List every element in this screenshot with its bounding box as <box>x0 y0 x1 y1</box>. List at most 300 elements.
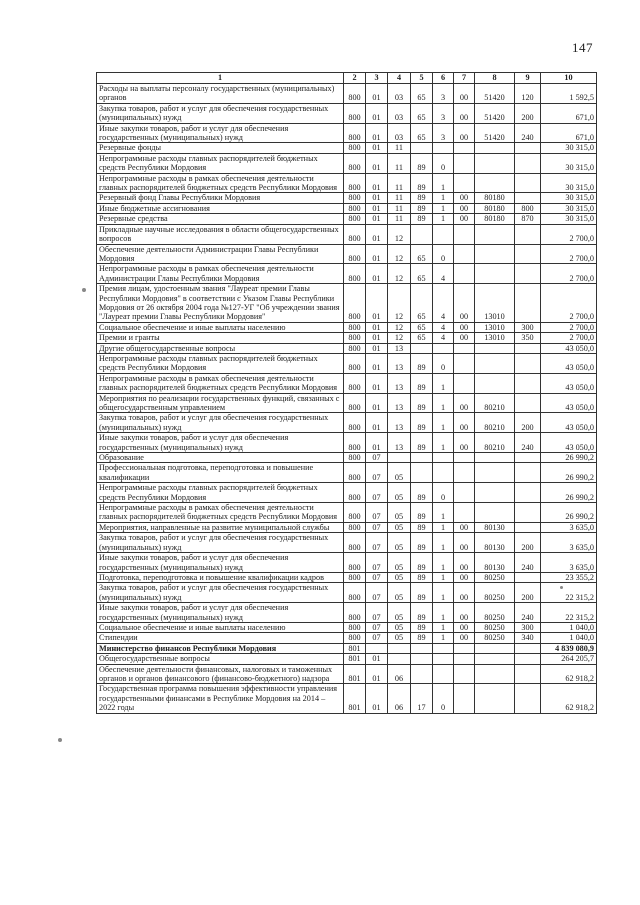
row-code-cell <box>475 463 515 483</box>
row-code-cell: 01 <box>366 322 388 332</box>
row-code-cell: 800 <box>344 603 366 623</box>
row-code-cell: 800 <box>344 343 366 353</box>
row-code-cell: 65 <box>411 284 433 323</box>
table-row <box>97 622 597 632</box>
table-row <box>97 123 597 143</box>
row-amount-cell: 264 205,7 <box>541 654 597 664</box>
row-code-cell: 01 <box>366 664 388 684</box>
row-code-cell: 00 <box>454 622 475 632</box>
row-code-cell: 00 <box>454 583 475 603</box>
table-row <box>97 343 597 353</box>
row-code-cell: 80210 <box>475 413 515 433</box>
row-code-cell: 00 <box>454 633 475 643</box>
row-code-cell: 03 <box>388 123 411 143</box>
row-amount-cell: 30 315,0 <box>541 203 597 213</box>
row-amount-cell: 2 700,0 <box>541 224 597 244</box>
row-code-cell: 01 <box>366 244 388 264</box>
budget-sheet <box>96 72 596 714</box>
row-name-cell: Подготовка, переподготовка и повышение квалификации кадров <box>97 572 344 582</box>
row-code-cell <box>454 453 475 463</box>
row-code-cell: 01 <box>366 433 388 453</box>
row-code-cell: 800 <box>344 333 366 343</box>
row-code-cell: 1 <box>433 203 454 213</box>
row-code-cell: 00 <box>454 433 475 453</box>
row-code-cell: 01 <box>366 654 388 664</box>
row-code-cell: 05 <box>388 553 411 573</box>
row-code-cell: 01 <box>366 203 388 213</box>
row-code-cell: 800 <box>344 153 366 173</box>
row-code-cell <box>475 373 515 393</box>
row-code-cell: 800 <box>344 224 366 244</box>
row-code-cell: 05 <box>388 522 411 532</box>
row-code-cell: 89 <box>411 153 433 173</box>
table-row <box>97 103 597 123</box>
row-code-cell: 11 <box>388 203 411 213</box>
row-code-cell: 01 <box>366 224 388 244</box>
row-code-cell: 01 <box>366 684 388 713</box>
row-amount-cell: 30 315,0 <box>541 153 597 173</box>
row-code-cell: 06 <box>388 664 411 684</box>
column-header: 9 <box>515 73 541 84</box>
row-code-cell <box>515 643 541 653</box>
row-amount-cell: 1 040,0 <box>541 633 597 643</box>
row-code-cell <box>475 684 515 713</box>
row-name-cell: Обеспечение деятельности Администрации Главы Республики Мордовия <box>97 244 344 264</box>
row-code-cell: 05 <box>388 633 411 643</box>
row-code-cell <box>515 244 541 264</box>
table-row <box>97 664 597 684</box>
row-code-cell <box>411 343 433 353</box>
row-code-cell: 800 <box>344 463 366 483</box>
row-code-cell <box>433 643 454 653</box>
row-code-cell <box>515 654 541 664</box>
table-row <box>97 224 597 244</box>
row-code-cell: 11 <box>388 173 411 193</box>
row-amount-cell: 3 635,0 <box>541 553 597 573</box>
table-row <box>97 533 597 553</box>
row-name-cell: Непрограммные расходы в рамках обеспечения деятельности главных распорядителей бюджетных средств Республики Мордовия <box>97 373 344 393</box>
row-code-cell: 80250 <box>475 583 515 603</box>
row-code-cell: 07 <box>366 622 388 632</box>
row-code-cell: 05 <box>388 622 411 632</box>
row-code-cell: 65 <box>411 103 433 123</box>
row-code-cell <box>454 343 475 353</box>
row-code-cell: 240 <box>515 603 541 623</box>
row-amount-cell: 30 315,0 <box>541 173 597 193</box>
row-code-cell: 200 <box>515 533 541 553</box>
row-code-cell: 00 <box>454 522 475 532</box>
row-code-cell: 51420 <box>475 123 515 143</box>
row-code-cell: 01 <box>366 264 388 284</box>
row-code-cell: 0 <box>433 483 454 503</box>
row-code-cell: 01 <box>366 173 388 193</box>
row-code-cell: 07 <box>366 633 388 643</box>
row-code-cell: 05 <box>388 572 411 582</box>
row-code-cell <box>515 463 541 483</box>
page-number: 147 <box>572 40 593 55</box>
row-code-cell: 1 <box>433 173 454 193</box>
row-code-cell <box>475 453 515 463</box>
row-code-cell: 1 <box>433 622 454 632</box>
row-amount-cell: 3 635,0 <box>541 522 597 532</box>
row-code-cell: 800 <box>344 244 366 264</box>
row-code-cell: 13 <box>388 393 411 413</box>
row-code-cell: 00 <box>454 284 475 323</box>
row-code-cell: 13 <box>388 343 411 353</box>
row-code-cell: 01 <box>366 373 388 393</box>
row-name-cell: Закупка товаров, работ и услуг для обеспечения государственных (муниципальных) нужд <box>97 583 344 603</box>
row-code-cell <box>475 353 515 373</box>
row-code-cell: 800 <box>344 123 366 143</box>
row-code-cell: 00 <box>454 193 475 203</box>
row-code-cell: 89 <box>411 483 433 503</box>
row-code-cell: 51420 <box>475 103 515 123</box>
row-code-cell: 800 <box>344 522 366 532</box>
row-code-cell: 89 <box>411 353 433 373</box>
row-code-cell: 1 <box>433 633 454 643</box>
column-header: 3 <box>366 73 388 84</box>
row-code-cell <box>515 153 541 173</box>
row-amount-cell: 43 050,0 <box>541 353 597 373</box>
row-code-cell: 801 <box>344 654 366 664</box>
row-code-cell: 01 <box>366 143 388 153</box>
row-code-cell <box>454 143 475 153</box>
column-header: 2 <box>344 73 366 84</box>
row-code-cell: 801 <box>344 664 366 684</box>
row-code-cell <box>515 343 541 353</box>
row-name-cell: Иные бюджетные ассигнования <box>97 203 344 213</box>
row-code-cell: 12 <box>388 322 411 332</box>
row-name-cell: Закупка товаров, работ и услуг для обеспечения государственных (муниципальных) нужд <box>97 413 344 433</box>
row-code-cell <box>475 503 515 523</box>
row-code-cell: 800 <box>344 353 366 373</box>
row-code-cell: 05 <box>388 483 411 503</box>
row-code-cell: 89 <box>411 203 433 213</box>
row-code-cell: 800 <box>515 203 541 213</box>
row-code-cell: 800 <box>344 173 366 193</box>
table-row <box>97 284 597 323</box>
row-code-cell: 11 <box>388 143 411 153</box>
row-code-cell: 80250 <box>475 622 515 632</box>
row-code-cell <box>515 224 541 244</box>
row-amount-cell: 22 315,2 <box>541 583 597 603</box>
row-code-cell <box>475 654 515 664</box>
table-row <box>97 433 597 453</box>
row-code-cell: 80250 <box>475 572 515 582</box>
row-code-cell <box>433 654 454 664</box>
row-code-cell: 800 <box>344 264 366 284</box>
row-code-cell: 17 <box>411 684 433 713</box>
row-amount-cell: 2 700,0 <box>541 333 597 343</box>
row-code-cell: 89 <box>411 413 433 433</box>
row-name-cell: Непрограммные расходы в рамках обеспечения деятельности Администрации Главы Республики Мордовия <box>97 264 344 284</box>
row-code-cell: 00 <box>454 572 475 582</box>
row-code-cell: 89 <box>411 603 433 623</box>
row-code-cell: 80180 <box>475 214 515 224</box>
row-code-cell <box>475 643 515 653</box>
row-code-cell: 1 <box>433 214 454 224</box>
budget-table <box>96 72 597 714</box>
row-code-cell <box>454 643 475 653</box>
row-code-cell: 13 <box>388 373 411 393</box>
row-code-cell <box>433 453 454 463</box>
row-name-cell: Образование <box>97 453 344 463</box>
row-code-cell <box>475 244 515 264</box>
row-amount-cell: 1 592,5 <box>541 84 597 104</box>
row-code-cell: 00 <box>454 413 475 433</box>
row-code-cell <box>454 373 475 393</box>
row-code-cell <box>388 643 411 653</box>
row-code-cell: 07 <box>366 603 388 623</box>
row-amount-cell: 43 050,0 <box>541 373 597 393</box>
table-row <box>97 264 597 284</box>
row-code-cell: 800 <box>344 284 366 323</box>
row-code-cell <box>515 143 541 153</box>
row-code-cell: 12 <box>388 224 411 244</box>
row-code-cell: 200 <box>515 413 541 433</box>
row-amount-cell: 2 700,0 <box>541 284 597 323</box>
row-code-cell <box>366 643 388 653</box>
row-code-cell: 0 <box>433 153 454 173</box>
row-code-cell: 800 <box>344 214 366 224</box>
row-code-cell <box>454 173 475 193</box>
row-amount-cell: 23 355,2 <box>541 572 597 582</box>
row-name-cell: Иные закупки товаров, работ и услуг для обеспечения государственных (муниципальных) нужд <box>97 603 344 623</box>
row-name-cell: Непрограммные расходы главных распорядителей бюджетных средств Республики Мордовия <box>97 483 344 503</box>
row-code-cell: 300 <box>515 322 541 332</box>
row-code-cell: 800 <box>344 143 366 153</box>
row-code-cell <box>433 224 454 244</box>
row-name-cell: Резервные фонды <box>97 143 344 153</box>
table-row <box>97 522 597 532</box>
row-code-cell: 03 <box>388 84 411 104</box>
row-code-cell: 1 <box>433 603 454 623</box>
row-code-cell <box>411 664 433 684</box>
row-name-cell: Обеспечение деятельности финансовых, налоговых и таможенных органов и органов финансового (финансово-бюджетного) надзора <box>97 664 344 684</box>
row-code-cell: 120 <box>515 84 541 104</box>
row-amount-cell: 2 700,0 <box>541 264 597 284</box>
row-code-cell: 3 <box>433 123 454 143</box>
row-code-cell <box>475 343 515 353</box>
row-amount-cell: 3 635,0 <box>541 533 597 553</box>
row-code-cell: 200 <box>515 103 541 123</box>
row-code-cell: 800 <box>344 503 366 523</box>
row-code-cell <box>515 664 541 684</box>
row-code-cell <box>454 244 475 264</box>
row-code-cell: 07 <box>366 453 388 463</box>
row-amount-cell: 4 839 080,9 <box>541 643 597 653</box>
table-row <box>97 244 597 264</box>
row-code-cell: 800 <box>344 633 366 643</box>
row-code-cell: 0 <box>433 684 454 713</box>
row-code-cell: 00 <box>454 553 475 573</box>
row-code-cell: 07 <box>366 572 388 582</box>
row-code-cell: 89 <box>411 533 433 553</box>
row-code-cell <box>433 664 454 684</box>
table-row <box>97 322 597 332</box>
row-code-cell: 01 <box>366 103 388 123</box>
scan-speck <box>82 288 86 292</box>
row-code-cell <box>515 522 541 532</box>
row-name-cell: Прикладные научные исследования в области общегосударственных вопросов <box>97 224 344 244</box>
row-code-cell <box>454 153 475 173</box>
row-code-cell: 13 <box>388 353 411 373</box>
row-code-cell: 80130 <box>475 553 515 573</box>
table-row <box>97 153 597 173</box>
row-code-cell: 240 <box>515 433 541 453</box>
row-code-cell: 800 <box>344 453 366 463</box>
row-code-cell: 13010 <box>475 333 515 343</box>
table-row <box>97 654 597 664</box>
column-header: 10 <box>541 73 597 84</box>
table-row <box>97 203 597 213</box>
row-code-cell: 800 <box>344 322 366 332</box>
row-code-cell <box>515 483 541 503</box>
table-body <box>97 73 597 714</box>
row-code-cell: 65 <box>411 322 433 332</box>
table-row <box>97 453 597 463</box>
row-code-cell <box>515 572 541 582</box>
row-code-cell: 00 <box>454 533 475 553</box>
row-code-cell: 1 <box>433 503 454 523</box>
row-code-cell: 11 <box>388 214 411 224</box>
row-amount-cell: 26 990,2 <box>541 463 597 483</box>
row-code-cell: 11 <box>388 153 411 173</box>
row-name-cell: Социальное обеспечение и иные выплаты населению <box>97 622 344 632</box>
row-code-cell: 1 <box>433 193 454 203</box>
row-code-cell: 07 <box>366 533 388 553</box>
row-name-cell: Социальное обеспечение и иные выплаты населению <box>97 322 344 332</box>
row-code-cell: 05 <box>388 503 411 523</box>
row-code-cell <box>411 143 433 153</box>
row-code-cell: 800 <box>344 413 366 433</box>
row-code-cell: 1 <box>433 413 454 433</box>
row-code-cell: 340 <box>515 633 541 643</box>
table-row <box>97 553 597 573</box>
row-code-cell: 800 <box>344 622 366 632</box>
row-code-cell <box>433 143 454 153</box>
row-name-cell: Резервные средства <box>97 214 344 224</box>
row-code-cell <box>475 224 515 244</box>
table-row <box>97 214 597 224</box>
row-name-cell: Иные закупки товаров, работ и услуг для обеспечения государственных (муниципальных) нужд <box>97 553 344 573</box>
row-code-cell: 00 <box>454 103 475 123</box>
row-code-cell: 00 <box>454 393 475 413</box>
column-header: 7 <box>454 73 475 84</box>
row-code-cell: 80180 <box>475 203 515 213</box>
row-code-cell: 80210 <box>475 433 515 453</box>
row-code-cell: 01 <box>366 84 388 104</box>
row-code-cell: 05 <box>388 533 411 553</box>
row-code-cell <box>475 143 515 153</box>
table-row <box>97 503 597 523</box>
row-code-cell <box>433 463 454 483</box>
row-code-cell: 0 <box>433 244 454 264</box>
table-row <box>97 333 597 343</box>
row-code-cell <box>411 453 433 463</box>
row-code-cell: 00 <box>454 123 475 143</box>
row-code-cell <box>454 503 475 523</box>
row-code-cell: 05 <box>388 603 411 623</box>
row-code-cell <box>411 463 433 483</box>
row-code-cell: 240 <box>515 553 541 573</box>
row-code-cell <box>454 654 475 664</box>
row-code-cell: 200 <box>515 583 541 603</box>
row-name-cell: Мероприятия, направленные на развитие муниципальной службы <box>97 522 344 532</box>
table-header-row <box>97 73 597 84</box>
row-code-cell: 13 <box>388 413 411 433</box>
row-code-cell: 01 <box>366 393 388 413</box>
row-code-cell: 4 <box>433 322 454 332</box>
row-code-cell: 07 <box>366 522 388 532</box>
row-code-cell: 80210 <box>475 393 515 413</box>
row-code-cell <box>515 453 541 463</box>
table-row <box>97 173 597 193</box>
row-name-cell: Иные закупки товаров, работ и услуг для обеспечения государственных (муниципальных) нужд <box>97 123 344 143</box>
row-code-cell <box>515 264 541 284</box>
row-code-cell: 13010 <box>475 322 515 332</box>
row-name-cell: Непрограммные расходы главных распорядителей бюджетных средств Республики Мордовия <box>97 353 344 373</box>
row-code-cell <box>515 503 541 523</box>
row-code-cell: 13 <box>388 433 411 453</box>
table-row <box>97 684 597 713</box>
row-code-cell: 65 <box>411 264 433 284</box>
row-code-cell: 800 <box>344 203 366 213</box>
row-name-cell: Расходы на выплаты персоналу государственных (муниципальных) органов <box>97 84 344 104</box>
row-code-cell: 80250 <box>475 633 515 643</box>
row-amount-cell: 1 040,0 <box>541 622 597 632</box>
row-code-cell: 4 <box>433 264 454 284</box>
row-code-cell <box>433 343 454 353</box>
row-code-cell <box>515 373 541 393</box>
row-code-cell: 800 <box>344 103 366 123</box>
row-code-cell: 800 <box>344 533 366 553</box>
row-amount-cell: 30 315,0 <box>541 214 597 224</box>
table-row <box>97 463 597 483</box>
row-code-cell: 89 <box>411 373 433 393</box>
row-code-cell <box>454 353 475 373</box>
row-code-cell: 01 <box>366 123 388 143</box>
table-row <box>97 84 597 104</box>
scan-speck <box>58 738 62 742</box>
table-row <box>97 483 597 503</box>
row-code-cell: 07 <box>366 553 388 573</box>
row-code-cell: 89 <box>411 503 433 523</box>
row-code-cell: 05 <box>388 583 411 603</box>
row-code-cell: 12 <box>388 264 411 284</box>
row-amount-cell: 26 990,2 <box>541 453 597 463</box>
row-code-cell: 89 <box>411 633 433 643</box>
row-code-cell: 00 <box>454 203 475 213</box>
row-code-cell: 801 <box>344 643 366 653</box>
row-name-cell: Министерство финансов Республики Мордовия <box>97 643 344 653</box>
table-row <box>97 193 597 203</box>
row-code-cell: 89 <box>411 553 433 573</box>
row-code-cell: 01 <box>366 333 388 343</box>
row-code-cell: 12 <box>388 333 411 343</box>
row-code-cell: 870 <box>515 214 541 224</box>
row-code-cell: 00 <box>454 214 475 224</box>
table-row <box>97 643 597 653</box>
row-code-cell: 800 <box>344 583 366 603</box>
row-code-cell: 89 <box>411 393 433 413</box>
row-code-cell: 07 <box>366 503 388 523</box>
row-code-cell: 89 <box>411 622 433 632</box>
column-header: 8 <box>475 73 515 84</box>
row-amount-cell: 43 050,0 <box>541 343 597 353</box>
row-code-cell: 89 <box>411 572 433 582</box>
row-code-cell <box>454 264 475 284</box>
